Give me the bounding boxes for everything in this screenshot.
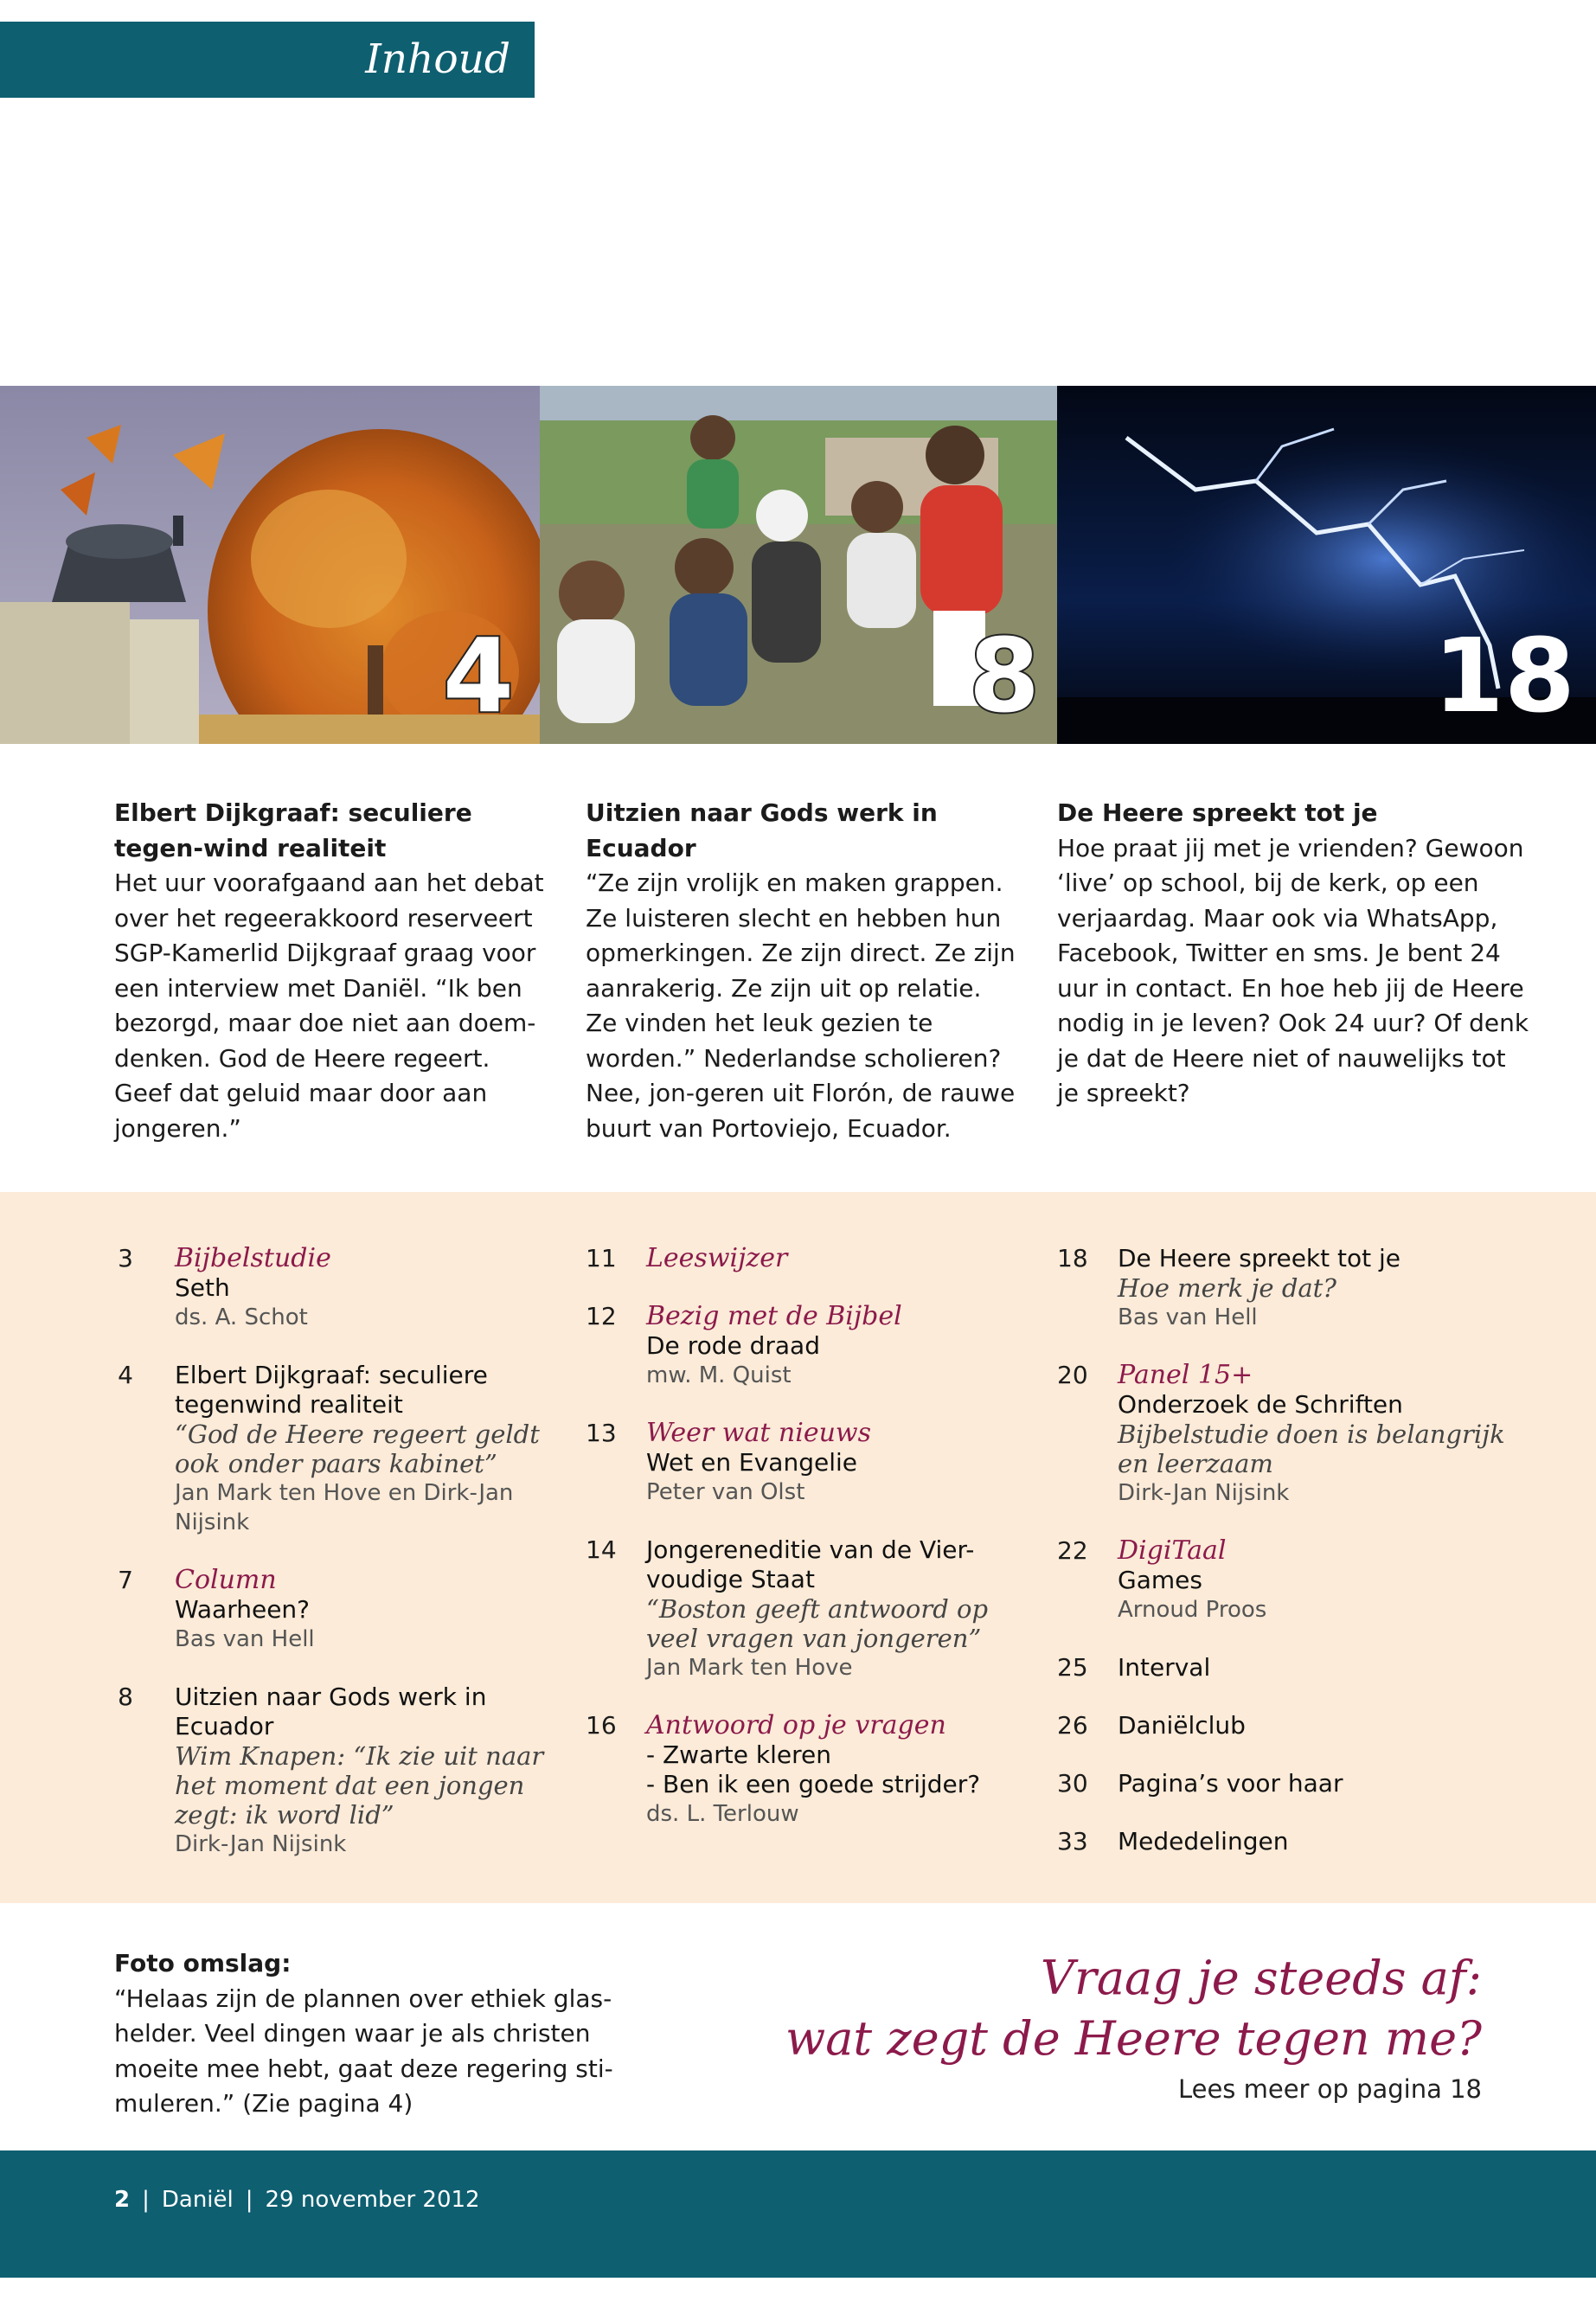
toc-entry[interactable]: [114, 1244, 573, 1332]
toc-author: Peter van Olst: [646, 1479, 805, 1505]
page-footer: [0, 2150, 1596, 2278]
toc-author: mw. M. Quist: [646, 1362, 792, 1388]
toc-entry[interactable]: [114, 1566, 573, 1654]
toc-entry[interactable]: [114, 1361, 573, 1537]
teaser-dijkgraaf[interactable]: [114, 796, 547, 1146]
toc-article-title: Wet en Evangelie: [646, 1448, 857, 1477]
toc-entry[interactable]: [1057, 1653, 1542, 1682]
magazine-name: Daniël: [161, 2187, 234, 2213]
toc-column-2: [586, 1244, 1044, 1857]
toc-section-label: Antwoord op je vragen: [646, 1710, 946, 1740]
toc-article-title: De rode draad: [646, 1331, 820, 1360]
cover-caption-body: “Helaas zijn de plannen over ethiek glas-helder. Veel dingen waar je als christen moeite mee hebt, gaat deze regering sti-muleren.” (Zie pagina 4): [114, 1984, 613, 2118]
toc-entry[interactable]: [586, 1535, 1044, 1682]
photo-strip: [0, 386, 1596, 744]
toc-entry[interactable]: [586, 1302, 1044, 1390]
toc-article-title: Elbert Dijkgraaf: seculiere tegenwind realiteit: [175, 1361, 488, 1419]
toc-column-1: [114, 1244, 573, 1888]
teaser-body: Hoe praat jij met je vrienden? Gewoon ‘live’ op school, bij de kerk, op een verjaardag. Maar ook via WhatsApp, Facebook, Twitter en sms. Je bent 24 uur in contact. En hoe heb jij de Heere nodig in je leven? Ook 24 uur? Of denk je dat de Heere niet of nauwelijks tot je spreekt?: [1057, 833, 1529, 1107]
toc-section-label: Weer wat nieuws: [646, 1418, 871, 1448]
toc-author: ds. L. Terlouw: [646, 1801, 799, 1827]
promo-line-1: Vraag je steeds af:: [1041, 1951, 1482, 2005]
toc-page-number: 30: [1057, 1769, 1088, 1798]
toc-entry[interactable]: [1057, 1536, 1542, 1625]
toc-author: ds. A. Schot: [175, 1304, 308, 1330]
toc-article-subtitle: “God de Heere regeert geldt ook onder paars kabinet”: [175, 1420, 540, 1478]
section-header-label: Inhoud: [365, 35, 510, 83]
toc-article-title: De Heere spreekt tot je: [1118, 1244, 1401, 1272]
toc-author: Jan Mark ten Hove en Dirk-Jan Nijsink: [175, 1480, 514, 1535]
teaser-heere-spreekt[interactable]: [1057, 796, 1533, 1112]
toc-author: Arnoud Proos: [1118, 1597, 1267, 1623]
table-of-contents: [0, 1192, 1596, 1903]
toc-article-title: Onderzoek de Schriften: [1118, 1390, 1403, 1419]
toc-article-title: Waarheen?: [175, 1595, 311, 1624]
photo-autumn[interactable]: [0, 386, 540, 744]
toc-author: Bas van Hell: [1118, 1304, 1258, 1330]
toc-page-number: 25: [1057, 1653, 1088, 1682]
toc-page-number: 7: [118, 1566, 133, 1594]
toc-article-title: Daniëlclub: [1118, 1711, 1246, 1740]
toc-article-title: Seth: [175, 1273, 230, 1302]
toc-column-3: [1057, 1244, 1542, 1885]
toc-article-title: Jongereneditie van de Vier-voudige Staat: [646, 1535, 975, 1593]
toc-section-label: Bezig met de Bijbel: [646, 1301, 902, 1331]
toc-article-title: Interval: [1118, 1653, 1211, 1682]
teaser-title: Uitzien naar Gods werk in Ecuador: [586, 798, 938, 862]
toc-page-number: 11: [586, 1244, 617, 1272]
photo-ecuador[interactable]: [540, 386, 1057, 744]
toc-author: Dirk-Jan Nijsink: [175, 1831, 347, 1857]
toc-article-title: Uitzien naar Gods werk in Ecuador: [175, 1682, 487, 1740]
toc-entry[interactable]: [586, 1711, 1044, 1829]
promo-callout[interactable]: [785, 1948, 1482, 2104]
toc-entry[interactable]: [1057, 1769, 1542, 1798]
toc-page-number: 22: [1057, 1536, 1088, 1565]
toc-entry[interactable]: [1057, 1244, 1542, 1332]
toc-section-label: Leeswijzer: [646, 1243, 788, 1273]
footer-text: 2 | Daniël | 29 november 2012: [114, 2187, 480, 2213]
teaser-title: De Heere spreekt tot je: [1057, 798, 1378, 827]
toc-section-label: DigiTaal: [1118, 1535, 1227, 1566]
photo-page-number: 8: [968, 616, 1040, 735]
teaser-ecuador[interactable]: [586, 796, 1018, 1146]
toc-page-number: 13: [586, 1419, 617, 1447]
toc-article-subtitle: “Boston geeft antwoord op veel vragen van jongeren”: [646, 1594, 989, 1653]
toc-author: Bas van Hell: [175, 1626, 315, 1652]
toc-page-number: 8: [118, 1682, 133, 1711]
section-header-tab: [0, 22, 535, 98]
cover-caption-title: Foto omslag:: [114, 1949, 292, 1977]
toc-page-number: 3: [118, 1244, 133, 1272]
toc-article-subtitle: Bijbelstudie doen is belangrijk en leerzaam: [1118, 1420, 1505, 1478]
toc-page-number: 4: [118, 1361, 133, 1389]
toc-author: Dirk-Jan Nijsink: [1118, 1480, 1290, 1506]
toc-entry[interactable]: [114, 1682, 573, 1859]
toc-section-label: Column: [175, 1565, 277, 1595]
teaser-title: Elbert Dijkgraaf: seculiere tegen-wind realiteit: [114, 798, 472, 862]
toc-article-subtitle: Hoe merk je dat?: [1118, 1273, 1336, 1303]
page-number: 2: [114, 2187, 131, 2213]
photo-lightning[interactable]: [1057, 386, 1596, 744]
toc-page-number: 18: [1057, 1244, 1088, 1272]
toc-entry[interactable]: [586, 1419, 1044, 1507]
toc-page-number: 12: [586, 1302, 617, 1330]
toc-page-number: 16: [586, 1711, 617, 1740]
toc-entry[interactable]: [1057, 1361, 1542, 1508]
photo-page-number: 18: [1433, 616, 1575, 735]
toc-article-subtitle: Wim Knapen: “Ik zie uit naar het moment dat een jongen zegt: ik word lid”: [175, 1741, 544, 1830]
toc-page-number: 33: [1057, 1827, 1088, 1856]
toc-article-title: - Zwarte kleren - Ben ik een goede strijder?: [646, 1740, 981, 1798]
toc-article-title: Pagina’s voor haar: [1118, 1769, 1343, 1798]
promo-line-2: wat zegt de Heere tegen me?: [785, 2011, 1482, 2066]
cover-photo-caption: [114, 1946, 616, 2122]
teaser-body: Het uur voorafgaand aan het debat over het regeerakkoord reserveert SGP-Kamerlid Dijkgraaf graag voor een interview met Daniël. “Ik ben bezorgd, maar doe niet aan doem-denken. God de Heere regeert. Geef dat geluid maar door aan jongeren.”: [114, 868, 544, 1143]
toc-article-title: Games: [1118, 1566, 1202, 1594]
promo-page-reference: Lees meer op pagina 18: [1177, 2074, 1482, 2104]
toc-entry[interactable]: [1057, 1711, 1542, 1740]
teaser-body: “Ze zijn vrolijk en maken grappen. Ze luisteren slecht en hebben hun opmerkingen. Ze zijn direct. Ze zijn aanrakerig. Ze zijn uit op relatie. Ze vinden het leuk gezien te worden.” Nederlandse scholieren? Nee, jon-geren uit Florón, de rauwe buurt van Portoviejo, Ecuador.: [586, 868, 1016, 1143]
toc-article-title: Mededelingen: [1118, 1827, 1289, 1856]
toc-author: Jan Mark ten Hove: [646, 1655, 853, 1681]
issue-date: 29 november 2012: [265, 2187, 480, 2213]
toc-entry[interactable]: [586, 1244, 1044, 1273]
toc-section-label: Bijbelstudie: [175, 1243, 331, 1273]
toc-entry[interactable]: [1057, 1827, 1542, 1856]
toc-page-number: 26: [1057, 1711, 1088, 1740]
toc-page-number: 20: [1057, 1361, 1088, 1389]
toc-section-label: Panel 15+: [1118, 1360, 1253, 1390]
toc-page-number: 14: [586, 1535, 617, 1564]
photo-page-number: 4: [442, 616, 514, 735]
